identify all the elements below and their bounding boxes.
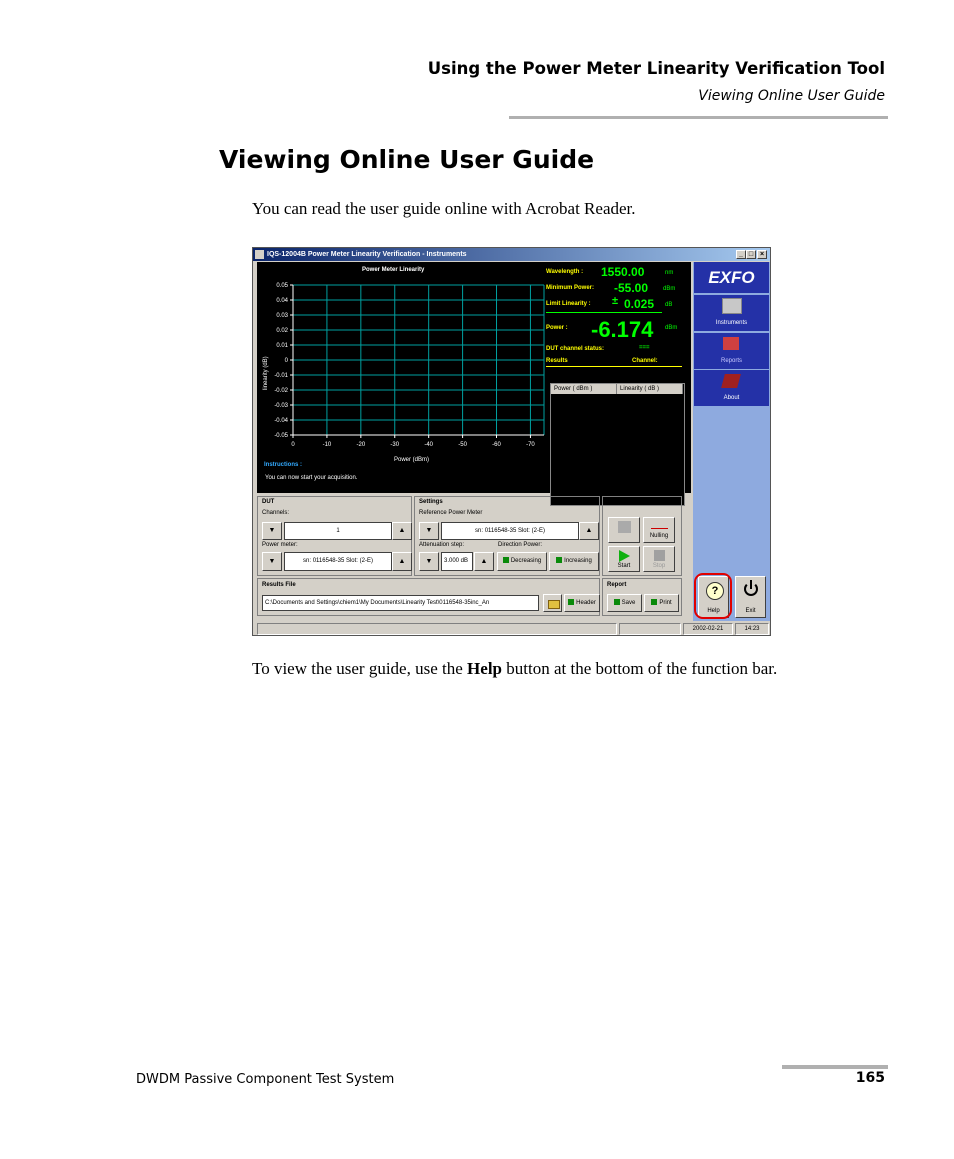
- channels-label: Channels:: [262, 510, 290, 516]
- body-paragraph: [252, 657, 877, 680]
- section-heading: Viewing Online User Guide: [219, 145, 595, 174]
- exit-button[interactable]: [735, 576, 766, 618]
- window-title: IQS-12004B Power Meter Linearity Verification - Instruments: [267, 251, 467, 258]
- y-tick-label: -0.02: [274, 388, 288, 394]
- power-unit: dBm: [665, 325, 678, 331]
- play-icon: [619, 550, 630, 562]
- status-time: 14:23: [735, 623, 769, 635]
- minpower-label: Minimum Power:: [546, 285, 595, 291]
- instructions-text: You can now start your acquisition.: [265, 475, 358, 481]
- header-button[interactable]: [564, 594, 600, 612]
- body-text-post: button at the bottom of the function bar.: [502, 659, 778, 678]
- save-led-icon: [614, 599, 620, 605]
- minpower-value: -55.00: [614, 281, 649, 295]
- power-icon-stem: [750, 580, 752, 589]
- attenuation-field[interactable]: 3.000 dB: [441, 552, 473, 571]
- results-file-panel: [257, 578, 600, 616]
- y-tick-label: 0: [284, 358, 288, 364]
- channels-down-button[interactable]: ▼: [262, 522, 282, 540]
- about-book-icon: [721, 374, 741, 388]
- channel-label: Channel:: [632, 358, 658, 364]
- help-label: Help: [707, 608, 720, 614]
- x-tick-label: -70: [526, 442, 535, 448]
- channels-up-button[interactable]: ▲: [392, 522, 412, 540]
- y-tick-label: 0.02: [276, 328, 288, 334]
- save-button[interactable]: [607, 594, 642, 612]
- wavelength-unit: nm: [665, 270, 674, 276]
- help-icon: ?: [706, 582, 724, 600]
- wavelength-label: Wavelength :: [546, 269, 584, 275]
- table-header-linearity[interactable]: Linearity ( dB ): [617, 384, 683, 394]
- close-button[interactable]: ×: [757, 250, 767, 259]
- x-tick-label: 0: [291, 442, 295, 448]
- ref-power-meter-field[interactable]: sn: 0116548-35 Slot: (2-E): [441, 522, 579, 540]
- increasing-button[interactable]: [549, 552, 599, 571]
- dut-title: DUT: [262, 499, 275, 505]
- attenuation-up-button[interactable]: ▲: [474, 552, 494, 571]
- chart-y-ticks: [274, 283, 293, 439]
- test-icon: [618, 521, 631, 533]
- running-header-title: Using the Power Meter Linearity Verification Tool: [427, 59, 885, 78]
- x-tick-label: -60: [492, 442, 501, 448]
- settings-panel: [414, 496, 600, 576]
- sidebar-item-reports[interactable]: [694, 333, 769, 369]
- settings-title: Settings: [419, 499, 443, 505]
- help-highlight: [694, 573, 732, 619]
- nulling-icon: [651, 521, 668, 529]
- decreasing-button[interactable]: [497, 552, 547, 571]
- increasing-label: Increasing: [564, 558, 592, 564]
- reports-icon: [723, 337, 739, 350]
- stop-icon: [654, 550, 665, 561]
- open-folder-button[interactable]: [543, 594, 562, 612]
- ref-down-button[interactable]: ▼: [419, 522, 439, 540]
- y-tick-label: 0.05: [276, 283, 288, 289]
- header-rule: [509, 116, 888, 119]
- chart-x-ticks: [291, 435, 535, 448]
- report-panel: [602, 578, 682, 616]
- x-tick-label: -30: [390, 442, 400, 448]
- exfo-logo: EXFO: [694, 262, 769, 293]
- table-header-power[interactable]: Power ( dBm ): [551, 384, 617, 394]
- x-tick-label: -50: [458, 442, 467, 448]
- report-title: Report: [607, 582, 627, 588]
- status-date: 2002-02-21: [683, 623, 733, 635]
- ref-up-button[interactable]: ▲: [579, 522, 599, 540]
- decreasing-label: Decreasing: [510, 558, 542, 564]
- test-title: Test: [607, 499, 619, 505]
- print-led-icon: [651, 599, 657, 605]
- test-button[interactable]: [608, 517, 640, 543]
- dut-status-value: ===: [639, 345, 650, 351]
- x-tick-label: -40: [424, 442, 434, 448]
- start-label: Start: [617, 563, 631, 569]
- sidebar-item-label: About: [723, 395, 740, 401]
- power-meter-up-button[interactable]: ▲: [392, 552, 412, 571]
- ref-power-meter-label: Reference Power Meter: [419, 510, 483, 516]
- stop-button[interactable]: [643, 546, 675, 572]
- chart-grid: [293, 285, 544, 435]
- nulling-label: Nulling: [649, 533, 669, 539]
- app-icon: [255, 250, 264, 259]
- graph-title: Power Meter Linearity: [362, 267, 425, 273]
- running-header-subtitle: Viewing Online User Guide: [698, 88, 885, 104]
- results-file-path-field[interactable]: C:\Documents and Settings\chiem1\My Documents\Linearity Test\0116548-35inc_An: [262, 595, 539, 611]
- help-term: Help: [467, 659, 502, 678]
- sidebar-item-instruments[interactable]: [694, 295, 769, 331]
- instruments-icon: [722, 298, 742, 314]
- chart-ylabel: linearity (dB): [263, 356, 269, 390]
- direction-label: Direction Power:: [498, 542, 543, 548]
- folder-icon: [548, 600, 560, 609]
- power-label: Power :: [546, 325, 568, 331]
- dut-status-label: DUT channel status:: [546, 346, 605, 352]
- app-screenshot: [252, 247, 771, 636]
- power-meter-label: Power meter:: [262, 542, 298, 548]
- status-message: [257, 623, 617, 635]
- x-tick-label: -10: [322, 442, 332, 448]
- stop-label: Stop: [652, 563, 666, 569]
- y-tick-label: -0.05: [274, 433, 288, 439]
- page-number: 165: [855, 1070, 885, 1086]
- sidebar-item-label: Reports: [720, 358, 742, 364]
- print-label: Print: [659, 600, 672, 606]
- channels-field[interactable]: 1: [284, 522, 392, 540]
- y-tick-label: -0.03: [274, 403, 288, 409]
- start-button[interactable]: [608, 546, 640, 572]
- window-titlebar: [253, 248, 770, 261]
- instructions-label: Instructions :: [264, 462, 303, 468]
- dut-panel: [257, 496, 412, 576]
- limit-value: 0.025: [624, 297, 655, 311]
- intro-paragraph: You can read the user guide online with Acrobat Reader.: [252, 199, 636, 218]
- y-tick-label: -0.04: [274, 418, 288, 424]
- header-label: Header: [576, 600, 596, 606]
- footer-title: DWDM Passive Component Test System: [136, 1072, 395, 1087]
- footer-rule: [782, 1065, 888, 1069]
- nulling-button[interactable]: [643, 517, 675, 543]
- increasing-led-icon: [556, 557, 562, 563]
- save-label: Save: [621, 600, 636, 606]
- results-divider: [546, 366, 682, 367]
- attenuation-down-button[interactable]: ▼: [419, 552, 439, 571]
- results-label: Results: [546, 358, 568, 364]
- chart-xlabel: Power (dBm): [394, 457, 430, 463]
- x-tick-label: -20: [356, 442, 366, 448]
- status-bar: [257, 623, 770, 635]
- results-table[interactable]: [550, 383, 685, 506]
- graph-panel: [257, 262, 691, 493]
- power-meter-field[interactable]: sn: 0116548-35 Slot: (2-E): [284, 552, 392, 571]
- body-text-pre: To view the user guide, use the: [252, 659, 468, 678]
- function-bar: [693, 262, 770, 621]
- y-tick-label: 0.03: [276, 313, 288, 319]
- linearity-chart: [257, 262, 547, 467]
- test-panel: [602, 496, 682, 576]
- print-button[interactable]: [644, 594, 679, 612]
- limit-label: Limit Linearity :: [546, 301, 591, 307]
- power-value: -6.174: [591, 317, 654, 342]
- minpower-unit: dBm: [663, 286, 676, 292]
- y-tick-label: -0.01: [274, 373, 288, 379]
- y-tick-label: 0.04: [276, 298, 288, 304]
- readout-divider: [546, 312, 662, 313]
- header-led-icon: [568, 599, 574, 605]
- limit-prefix: ±: [612, 295, 619, 307]
- power-meter-down-button[interactable]: ▼: [262, 552, 282, 571]
- limit-unit: dB: [665, 302, 673, 308]
- decreasing-led-icon: [503, 557, 509, 563]
- status-blank: [619, 623, 681, 635]
- exit-label: Exit: [745, 608, 756, 614]
- sidebar-item-label: Instruments: [715, 320, 748, 326]
- minimize-button[interactable]: _: [736, 250, 746, 259]
- y-tick-label: 0.01: [276, 343, 288, 349]
- attenuation-label: Attenuation step:: [419, 542, 465, 548]
- wavelength-value: 1550.00: [601, 265, 645, 279]
- sidebar-item-about[interactable]: [694, 370, 769, 406]
- results-file-title: Results File: [262, 582, 296, 588]
- maximize-button[interactable]: □: [746, 250, 756, 259]
